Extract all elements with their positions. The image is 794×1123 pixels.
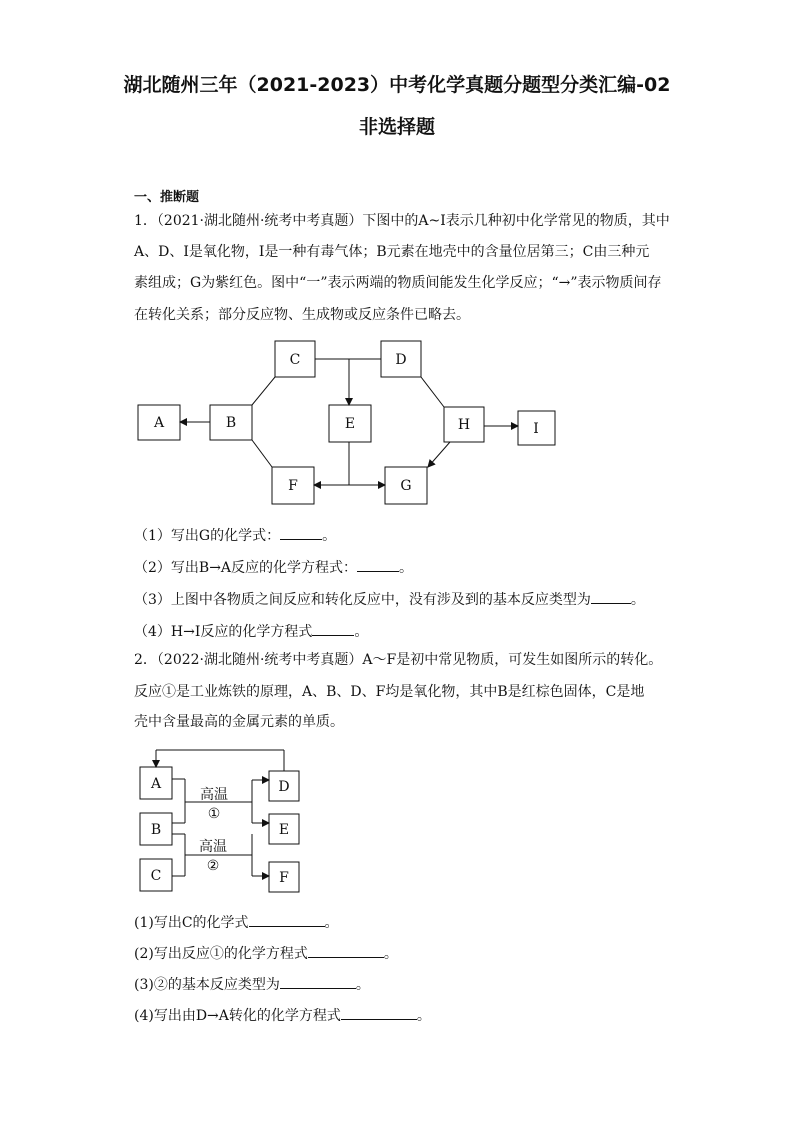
q1-label-e: E — [344, 416, 356, 432]
q1-sub-2: （2）写出B→A反应的化学方程式： 。 — [134, 557, 413, 577]
q1-blank-4[interactable] — [312, 621, 354, 636]
section-heading: 一、推断题 — [134, 190, 200, 205]
q1-line-4: 在转化关系；部分反应物、生成物或反应条件已略去。 — [134, 307, 470, 323]
q1-box-b — [210, 405, 252, 440]
q1-blank-3[interactable] — [591, 589, 631, 604]
page-title-line1: 湖北随州三年（2021-2023）中考化学真题分题型分类汇编-02 — [123, 74, 671, 96]
q1-line-3: 素组成；G为紫红色。图中“一”表示两端的物质间能发生化学反应；“→”表示物质间存 — [134, 275, 662, 291]
q2-diagram — [140, 750, 299, 892]
q1-label-d: D — [395, 352, 407, 368]
q2-box-f — [269, 862, 299, 892]
q2-sub-3: (3)②的基本反应类型为 。 — [134, 974, 370, 994]
q1-blank-2[interactable] — [357, 557, 399, 572]
q1-label-c: C — [289, 352, 301, 368]
q1-sub-1: （1）写出G的化学式： 。 — [134, 525, 336, 545]
q2-condition-2: 高温 — [199, 839, 227, 855]
q2-line-3: 壳中含量最高的金属元素的单质。 — [134, 714, 344, 730]
q2-blank-4[interactable] — [341, 1005, 417, 1020]
page-title-line2: 非选择题 — [358, 116, 435, 138]
q2-box-a — [140, 767, 172, 799]
q1-sub-4: （4）H→I反应的化学方程式 。 — [134, 621, 368, 641]
q2-sub-1: (1)写出C的化学式 。 — [134, 912, 339, 932]
q2-blank-1[interactable] — [249, 912, 325, 927]
q2-label-a: A — [150, 776, 162, 792]
q2-label-e: E — [278, 822, 290, 838]
q2-box-e — [269, 814, 299, 844]
q1-line-1: 1．（2021·湖北随州·统考中考真题）下图中的A~I表示几种初中化学常见的物质，其中 — [134, 213, 670, 229]
q2-sub-4: (4)写出由D→A转化的化学方程式 。 — [134, 1005, 431, 1025]
q1-label-f: F — [288, 478, 298, 494]
q2-box-c — [140, 859, 172, 891]
q1-blank-1[interactable] — [280, 525, 322, 540]
q1-box-h — [444, 407, 484, 442]
q2-line-2: 反应①是工业炼铁的原理，A、B、D、F均是氧化物，其中B是红棕色固体，C是地 — [134, 684, 645, 700]
q1-box-e — [329, 405, 371, 442]
q1-label-a: A — [153, 415, 165, 431]
q2-condition-1: 高温 — [200, 787, 228, 803]
q1-line-2: A、D、I是氧化物，I是一种有毒气体；B元素在地壳中的含量位居第三；C由三种元 — [134, 244, 650, 260]
q2-mark-1: ① — [207, 806, 221, 822]
q2-label-f: F — [279, 870, 289, 886]
q1-label-h: H — [457, 417, 471, 433]
q2-mark-2: ② — [206, 858, 220, 874]
q1-box-a — [138, 405, 180, 440]
q1-box-f — [272, 467, 314, 504]
q2-label-c: C — [150, 868, 162, 884]
q2-label-b: B — [150, 822, 162, 838]
q2-label-d: D — [278, 779, 290, 795]
q2-line-1: 2．（2022·湖北随州·统考中考真题）A～F是初中常见物质，可发生如图所示的转化。 — [134, 652, 663, 668]
q2-box-d — [269, 771, 299, 801]
q1-label-i: I — [533, 421, 539, 437]
q1-sub-3: （3）上图中各物质之间反应和转化反应中，没有涉及到的基本反应类型为 。 — [134, 589, 645, 609]
q1-label-b: B — [225, 415, 237, 431]
q2-sub-2: (2)写出反应①的化学方程式 。 — [134, 943, 398, 963]
q1-box-g — [385, 467, 427, 504]
q2-box-b — [140, 813, 172, 845]
q1-box-i — [518, 411, 555, 445]
q1-label-g: G — [400, 478, 412, 494]
q1-box-c — [275, 341, 315, 377]
q1-box-d — [381, 341, 421, 377]
q2-blank-3[interactable] — [280, 974, 356, 989]
q2-blank-2[interactable] — [308, 943, 384, 958]
